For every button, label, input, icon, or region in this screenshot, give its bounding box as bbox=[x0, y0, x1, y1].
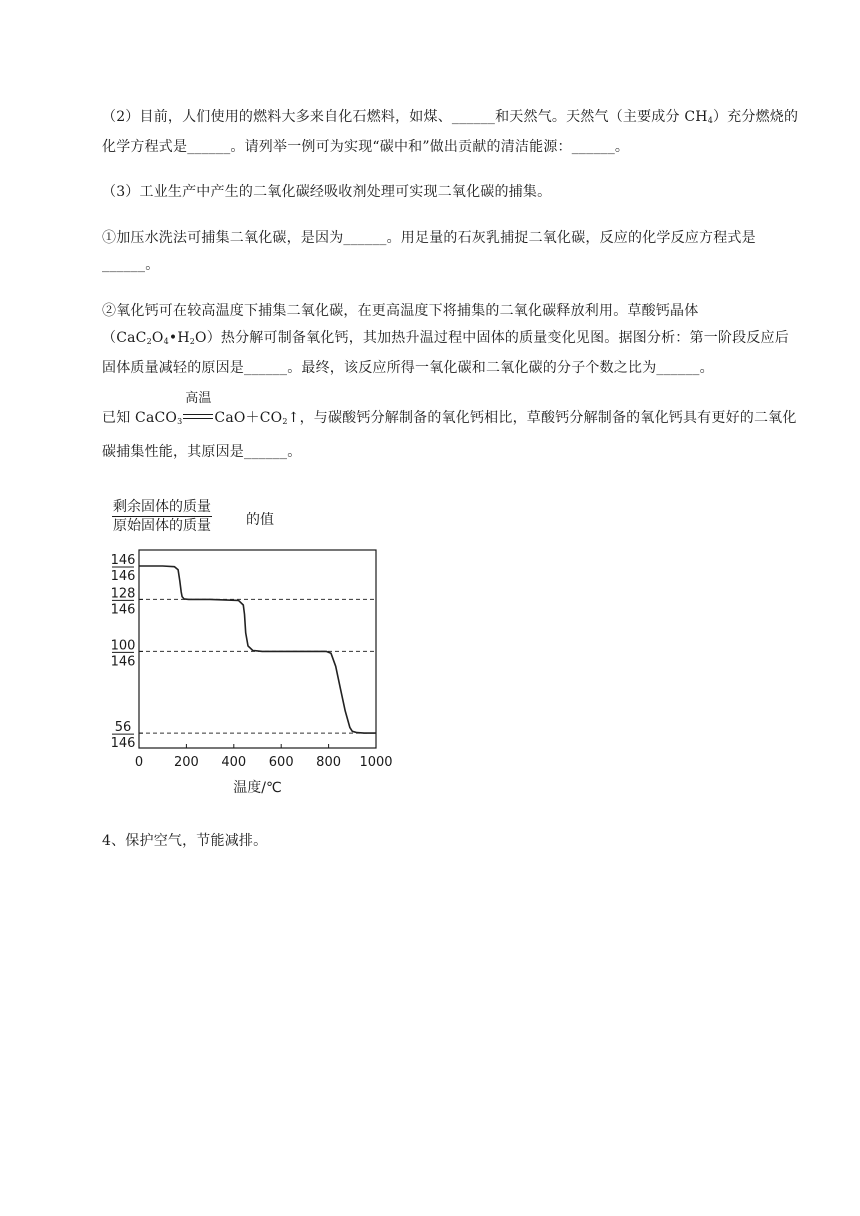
part2-sub-1: 2 bbox=[146, 337, 152, 346]
y-tick-denominator: 146 bbox=[110, 654, 136, 670]
y-tick-numerator: 128 bbox=[110, 586, 136, 602]
mass-ratio-chart bbox=[100, 498, 400, 808]
x-tick-label: 400 bbox=[221, 755, 247, 770]
x-tick-label: 600 bbox=[268, 755, 294, 770]
x-tick-label: 0 bbox=[134, 755, 144, 770]
reaction-condition: 高温 bbox=[185, 391, 212, 406]
reaction-arrow bbox=[183, 391, 213, 423]
y-axis-label-denominator: 原始固体的质量 bbox=[113, 518, 211, 534]
y-tick-numerator: 146 bbox=[110, 553, 136, 568]
part2-text-b: O bbox=[151, 330, 164, 346]
x-axis-label: 温度/℃ bbox=[233, 780, 282, 796]
equals-sign bbox=[183, 414, 213, 419]
x-tick-label: 200 bbox=[173, 755, 199, 770]
part2-text-c: •H bbox=[168, 330, 190, 346]
ch4-subscript: 4 bbox=[707, 116, 713, 125]
part2-sub-2: 4 bbox=[163, 337, 169, 346]
chart-svg bbox=[100, 498, 400, 808]
x-tick-label: 1000 bbox=[359, 755, 393, 770]
y-tick-denominator: 146 bbox=[110, 602, 136, 618]
q2-text-a: （2）目前，人们使用的燃料大多来自化石燃料，如煤、______和天然气。天然气（主要成分 CH bbox=[102, 109, 708, 125]
known-sub-2: 2 bbox=[282, 417, 288, 426]
y-axis-label-numerator: 剩余固体的质量 bbox=[113, 499, 211, 515]
y-tick-numerator: 100 bbox=[110, 638, 136, 654]
question-2 bbox=[102, 104, 802, 161]
question-3-intro: （3）工业生产中产生的二氧化碳经吸收剂处理可实现二氧化碳的捕集。 bbox=[102, 184, 552, 200]
plot-frame bbox=[139, 550, 376, 748]
series-line bbox=[139, 566, 376, 733]
part2-text-d: O）热分解可制备氧化钙，其加热升温过程中固体的质量变化见图。据图分析：第一阶段反应后固体质量减轻的原因是______。最终，该反应所得一氧化碳和二氧化碳的分子个数之比为______。 bbox=[102, 330, 789, 376]
section-4-heading: 4、保护空气，节能减排。 bbox=[102, 833, 268, 849]
x-tick-label: 800 bbox=[316, 755, 342, 770]
part2-text-a: ②氧化钙可在较高温度下捕集二氧化碳，在更高温度下将捕集的二氧化碳释放利用。草酸钙晶体（CaC bbox=[102, 303, 699, 346]
part2-sub-3: 2 bbox=[189, 337, 196, 346]
y-tick-denominator: 146 bbox=[110, 569, 136, 584]
known-equation-paragraph bbox=[102, 391, 802, 467]
known-sub-1: 3 bbox=[177, 417, 183, 426]
y-tick-numerator: 56 bbox=[114, 720, 132, 736]
y-axis-label-suffix: 的值 bbox=[246, 512, 274, 528]
known-text-b: CaO＋CO bbox=[214, 410, 283, 426]
q2-text-b: ）充分燃烧的化学方程式是______。请列举一例可为实现“碳中和”做出贡献的清洁能源：______。 bbox=[102, 109, 799, 155]
known-text-c: ↑，与碳酸钙分解制备的氧化钙相比，草酸钙分解制备的氧化钙具有更好的二氧化碳捕集性能，其原因是______。 bbox=[102, 410, 797, 460]
question-3-part-2 bbox=[102, 298, 802, 382]
y-tick-denominator: 146 bbox=[110, 736, 136, 752]
known-text-a: 已知 CaCO bbox=[102, 410, 178, 426]
question-3-part-1: ①加压水洗法可捕集二氧化碳，是因为______。用足量的石灰乳捕捉二氧化碳，反应的化学反应方程式是______。 bbox=[102, 230, 756, 273]
